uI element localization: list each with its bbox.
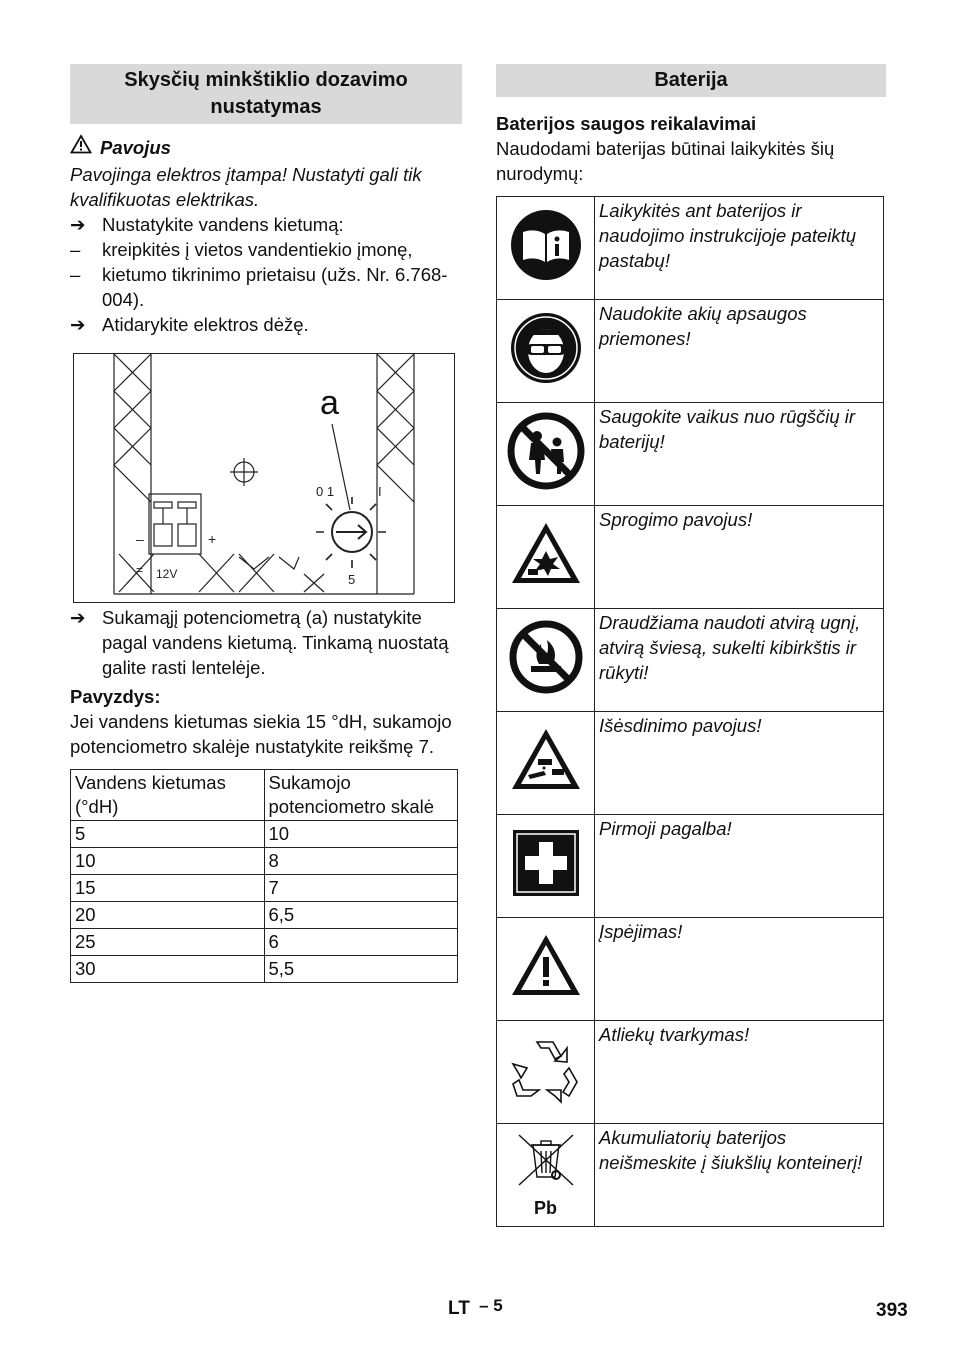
electrical-box-drawing (74, 354, 454, 602)
symbol-text: Akumuliatorių baterijos neišmeskite į šiukšlių konteinerį! (595, 1124, 884, 1227)
table-cell: 6 (264, 929, 458, 956)
table-row (71, 875, 458, 902)
figure-label-12v: 12V (156, 567, 178, 581)
explosion-icon (497, 506, 595, 609)
symbol-row (497, 300, 884, 403)
danger-line (70, 134, 462, 160)
step-item: ➔ Atidarykite elektros dėžę. (70, 314, 309, 335)
keep-children-away-icon (497, 403, 595, 506)
table-cell: 25 (71, 929, 265, 956)
recycle-icon (497, 1021, 595, 1124)
symbol-text: Naudokite akių apsaugos priemones! (595, 300, 884, 403)
step-item: ➔ Sukamąjį potenciometrą (a) nustatykite pagal vandens kietumą. Tinkamą nuostatą galite rasti lentelėje. (70, 607, 449, 678)
table-cell: 7 (264, 875, 458, 902)
table-row (71, 929, 458, 956)
symbol-row (497, 815, 884, 918)
symbol-text: Saugokite vaikus nuo rūgščių ir baterijų! (595, 403, 884, 506)
table-cell: 15 (71, 875, 265, 902)
table-header-cell: Sukamojo potenciometro skalė (264, 770, 458, 821)
symbol-text: Sprogimo pavojus! (595, 506, 884, 609)
first-aid-icon (497, 815, 595, 918)
table-cell: 6,5 (264, 902, 458, 929)
figure-label-scale-01: 0 1 (316, 484, 335, 499)
symbol-text: Laikykitės ant baterijos ir naudojimo instrukcijoje pateiktų pastabų! (595, 197, 884, 300)
symbol-row (497, 1021, 884, 1124)
symbol-text: Pirmoji pagalba! (595, 815, 884, 918)
symbol-row (497, 918, 884, 1021)
symbol-text: Atliekų tvarkymas! (595, 1021, 884, 1124)
table-row (71, 902, 458, 929)
section-heading-battery: Baterija (496, 64, 886, 97)
no-fire-icon (497, 609, 595, 712)
symbol-text: Įspėjimas! (595, 918, 884, 1021)
table-cell: 20 (71, 902, 265, 929)
footer-language (448, 1296, 503, 1321)
hardness-table (70, 769, 458, 983)
table-header-row (71, 770, 458, 821)
symbol-text: Išėsdinimo pavojus! (595, 712, 884, 815)
footer-lang-code: LT (448, 1298, 470, 1319)
battery-subheading: Baterijos saugos reikalavimai (496, 113, 757, 134)
figure-label-minus: – (136, 531, 144, 547)
symbol-row (497, 609, 884, 712)
table-cell: 5 (71, 821, 265, 848)
symbol-row (497, 1124, 884, 1227)
page-number: 393 (876, 1300, 908, 1321)
step-item: ➔ Nustatykite vandens kietumą: (70, 214, 344, 235)
table-cell: 5,5 (264, 956, 458, 983)
danger-text: Pavojinga elektros įtampa! Nustatyti gali tik kvalifikuotas elektrikas. (70, 164, 422, 210)
right-column (496, 64, 886, 1227)
goggles-icon (497, 300, 595, 403)
manual-icon (497, 197, 595, 300)
warning-icon (497, 918, 595, 1021)
pb-badge: Pb (533, 1198, 557, 1218)
table-cell: 8 (264, 848, 458, 875)
figure-label-a: a (320, 384, 339, 422)
corrosive-icon (497, 712, 595, 815)
left-column (70, 64, 462, 983)
table-header-cell: Vandens kietumas (°dH) (71, 770, 265, 821)
table-cell: 30 (71, 956, 265, 983)
table-row (71, 848, 458, 875)
battery-intro: Naudodami baterijas būtinai laikykitės šių nurodymų: (496, 138, 835, 184)
figure-label-scale-5: 5 (348, 572, 356, 587)
symbol-row (497, 712, 884, 815)
table-cell: 10 (264, 821, 458, 848)
section-heading-softener: Skysčių minkštiklio dozavimo nustatymas (70, 64, 462, 124)
table-cell: 10 (71, 848, 265, 875)
electrical-box-figure (73, 353, 455, 603)
table-row (71, 956, 458, 983)
symbol-row (497, 197, 884, 300)
safety-symbols-table (496, 196, 884, 1227)
figure-label-scale-i: I (378, 484, 382, 499)
figure-label-plus: + (208, 531, 217, 547)
example-title: Pavyzdys: (70, 686, 161, 707)
crossed-bin-icon (497, 1124, 595, 1227)
step-item: – kreipkitės į vietos vandentiekio įmonę, (70, 239, 413, 260)
step-item: – kietumo tikrinimo prietaisu (užs. Nr. 6.768-004). (70, 264, 448, 310)
example-text: Jei vandens kietumas siekia 15 °dH, sukamojo potenciometro skalėje nustatykite reikšmę 7. (70, 711, 452, 757)
figure-label-eq: = (136, 563, 144, 577)
symbol-row (497, 506, 884, 609)
danger-label: Pavojus (100, 136, 171, 158)
warning-triangle-icon (70, 134, 92, 160)
symbol-row (497, 403, 884, 506)
table-row (71, 821, 458, 848)
symbol-text: Draudžiama naudoti atvirą ugnį, atvirą šviesą, sukelti kibirkštis ir rūkyti! (595, 609, 884, 712)
footer-subpage: – 5 (479, 1296, 503, 1315)
